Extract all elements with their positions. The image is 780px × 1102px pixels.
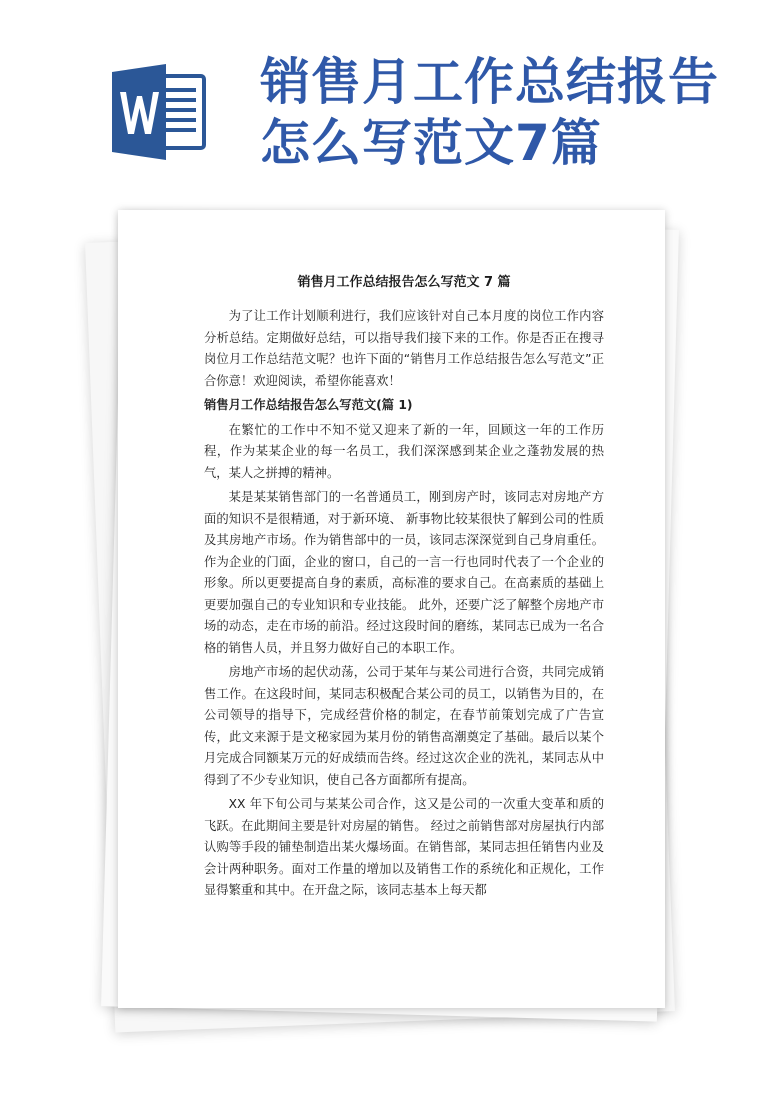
intro-paragraph: 为了让工作计划顺利进行，我们应该针对自己本月度的岗位工作内容分析总结。定期做好总结，可以指导我们接下来的工作。你是否正在搜寻岗位月工作总结范文呢？也许下面的“销售月工作总结报告怎么写范文”正合你意！欢迎阅读，希望你能喜欢！	[204, 309, 604, 388]
word-logo	[108, 62, 208, 162]
body-paragraph: 在繁忙的工作中不知不觉又迎来了新的一年，回顾这一年的工作历程，作为某某企业的每一名员工，我们深深感到某企业之蓬勃发展的热气，某人之拼搏的精神。	[204, 422, 604, 480]
section-heading: 销售月工作总结报告怎么写范文(篇 1)	[204, 398, 413, 412]
document-content	[204, 272, 604, 905]
document-title: 销售月工作总结报告怎么写范文 7 篇	[297, 275, 511, 290]
body-paragraph: 某是某某销售部门的一名普通员工，刚到房产时，该同志对房地产方面的知识不是很精通，对于新环境、 新事物比较某很快了解到公司的性质及其房地产市场。作为销售部中的一员，该同志深深觉到自己身肩重任。作为企业的门面，企业的窗口，自己的一言一行也同时代表了一个企业的形象。所以更要提高自身的素质，高标准的要求自己。在高素质的基础上更要加强自己的专业知识和专业技能。 此外，还要广泛了解整个房地产市场的动态，走在市场的前沿。经过这段时间的磨练，某同志已成为一名合格的销售人员，并且努力做好自己的本职工作。	[204, 490, 604, 655]
body-paragraph: 房地产市场的起伏动荡，公司于某年与某公司进行合资，共同完成销售工作。在这段时间，某同志积极配合某公司的员工，以销售为目的，在公司领导的指导下，完成经营价格的制定，在春节前策划完成了广告宣传，此文来源于是文秘家园为某月份的销售高潮奠定了基础。最后以某个月完成合同额某万元的好成绩而告终。经过这次企业的洗礼，某同志从中得到了不少专业知识，使自己各方面都所有提高。	[204, 665, 604, 787]
microsoft-word-icon	[108, 62, 208, 162]
body-paragraph: XX 年下旬公司与某某公司合作，这又是公司的一次重大变革和质的飞跃。在此期间主要是针对房屋的销售。 经过之前销售部对房屋执行内部认购等手段的铺垫制造出某火爆场面。在销售部，某同志担任销售内业及会计两种职务。面对工作量的增加以及销售工作的系统化和正规化，工作显得繁重和其中。在开盘之际，该同志基本上每天都	[204, 797, 604, 897]
document-page	[118, 210, 665, 1008]
header-title: 销售月工作总结报告怎么写范文7篇	[260, 53, 719, 172]
